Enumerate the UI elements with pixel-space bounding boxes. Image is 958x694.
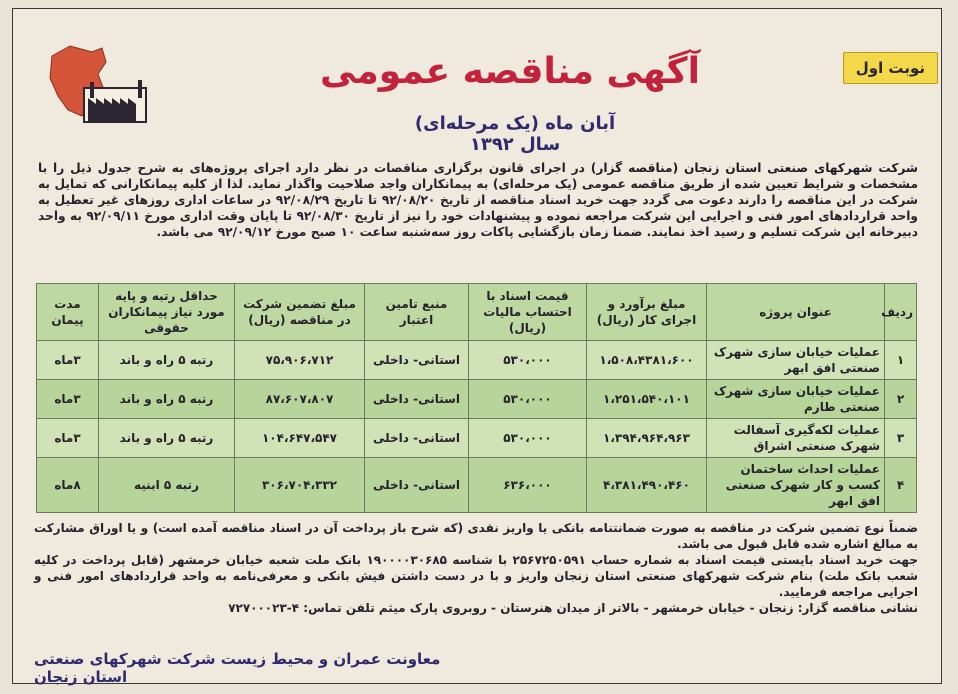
cell-project-title: عملیات لکه‌گیری آسفالت شهرک صنعتی اشراق [707,419,885,458]
cell-row-number: ۱ [885,341,917,380]
cell-document-price: ۵۳۰،۰۰۰ [469,380,587,419]
cell-row-number: ۳ [885,419,917,458]
cell-funding-source: استانی- داخلی [365,380,469,419]
table-row [37,380,917,419]
intro-body: در اجرای قانون برگزاری مناقصات در نظر دارد اجرای پروژه‌های به شرح جدول ذیل را با مشخصات و شرایط تعیین شده از طریق مناقصه عمومی (یک مرحله‌ای) به پیمانکاران واجد صلاحیت واگذار نماید. لذا از کلیه پیمانکارانی که تمایل به شرکت در این مناقصه را دارند دعوت می گردد جهت خرید اسناد مناقصه از تاریخ ۹۲/۰۸/۲۰ تا تاریخ ۹۲/۰۸/۲۹ در ساعات اداری روزهای غیر تعطیل به واحد قراردادهای امور فنی و اجرایی این شرکت مراجعه نموده و پیشنهادات خود را نیز از تاریخ ۹۲/۰۸/۳۰ تا پایان وقت اداری مورخ ۹۲/۰۹/۱۱ به واحد دبیرخانه این شرکت تسلیم و رسید اخذ نمایند. ضمنا زمان بازگشایی پاکات روز سه‌شنبه ساعت ۱۰ صبح مورخ ۹۲/۰۹/۱۲ می باشد. [38,161,919,239]
cell-estimate: ۱،۲۵۱،۵۴۰،۱۰۱ [587,380,707,419]
table-row [37,341,917,380]
header-estimate: مبلغ برآورد و اجرای کار (ریال) [587,284,707,341]
header-guarantee: مبلغ تضمین شرکت در مناقصه (ریال) [235,284,365,341]
cell-min-grade: رتبه ۵ راه و باند [99,341,235,380]
header-min-grade: حداقل رتبه و پایه مورد نیاز پیمانکاران حقوقی [99,284,235,341]
page-subtitle: (یک مرحله‌ای) آبان ماه سال ۱۳۹۲ [414,113,616,155]
footer-signature: معاونت عمران و محیط زیست شرکت شهرکهای صنعتی استان زنجان [34,650,441,686]
table-row [37,419,917,458]
cell-document-price: ۶۳۶،۰۰۰ [469,458,587,513]
cell-guarantee: ۱۰۴،۶۴۷،۵۴۷ [235,419,365,458]
table-header-row [37,284,917,341]
cell-funding-source: استانی- داخلی [365,341,469,380]
table-row [37,458,917,513]
note-guarantee: ضمناً نوع تضمین شرکت در مناقصه به صورت ضمانتنامه بانکی یا واریز نقدی (که شرح باز پرداخت آن در اسناد مناقصه آمده است) و یا اوراق مشارکت به مبالغ اشاره شده قابل قبول می باشد. [34,521,918,551]
cell-min-grade: رتبه ۵ راه و باند [99,380,235,419]
note-address: نشانی مناقصه گزار: زنجان - خیابان خرمشهر - بالاتر از میدان هنرستان - روبروی پارک میثم تلفن تماس: ۴-۷۲۷۰۰۰۲۳ [228,601,918,615]
page-title: آگهی مناقصه عمومی [320,51,700,92]
cell-funding-source: استانی- داخلی [365,458,469,513]
cell-document-price: ۵۳۰،۰۰۰ [469,341,587,380]
notes-section [34,520,918,616]
intro-paragraph [38,160,918,240]
cell-min-grade: رتبه ۵ ابنیه [99,458,235,513]
cell-min-grade: رتبه ۵ راه و باند [99,419,235,458]
intro-lead: شرکت شهرکهای صنعتی استان زنجان (مناقصه گزار) [590,161,918,175]
cell-estimate: ۱،۳۹۴،۹۶۴،۹۶۳ [587,419,707,458]
cell-row-number: ۲ [885,380,917,419]
cell-duration: ۸ماه [37,458,99,513]
cell-estimate: ۱،۵۰۸،۴۳۸۱،۶۰۰ [587,341,707,380]
header-duration: مدت پیمان [37,284,99,341]
cell-guarantee: ۷۵،۹۰۶،۷۱۲ [235,341,365,380]
header-row-number: ردیف [885,284,917,341]
header-funding-source: منبع تامین اعتبار [365,284,469,341]
cell-guarantee: ۸۷،۶۰۷،۸۰۷ [235,380,365,419]
cell-project-title: عملیات خیابان سازی شهرک صنعتی طارم [707,380,885,419]
cell-funding-source: استانی- داخلی [365,419,469,458]
announcement-badge: نوبت اول [843,52,938,84]
cell-document-price: ۵۳۰،۰۰۰ [469,419,587,458]
cell-project-title: عملیات خیابان سازی شهرک صنعتی افق ابهر [707,341,885,380]
note-payment: جهت خرید اسناد بایستی قیمت اسناد به شماره حساب ۲۵۶۷۲۵۰۵۹۱ با شناسه ۱۹۰۰۰۰۳۰۶۸۵ بانک ملت شعبه خیابان خرمشهر (قابل پرداخت در کلیه شعب بانک ملت) بنام شرکت شهرکهای صنعتی استان زنجان واریز و با در دست داشتن فیش بانکی و معرفی‌نامه به واحد قراردادهای امور فنی و اجرایی مراجعه فرمایید. [34,553,919,599]
header-document-price: قیمت اسناد با احتساب مالیات (ریال) [469,284,587,341]
cell-duration: ۳ماه [37,380,99,419]
cell-duration: ۳ماه [37,341,99,380]
company-logo [44,38,154,134]
cell-row-number: ۴ [885,458,917,513]
projects-table [36,283,917,513]
cell-guarantee: ۳۰۶،۷۰۴،۳۳۲ [235,458,365,513]
cell-project-title: عملیات احداث ساختمان کسب و کار شهرک صنعتی افق ابهر [707,458,885,513]
header-project-title: عنوان پروژه [707,284,885,341]
cell-duration: ۳ماه [37,419,99,458]
cell-estimate: ۴،۳۸۱،۴۹۰،۴۶۰ [587,458,707,513]
